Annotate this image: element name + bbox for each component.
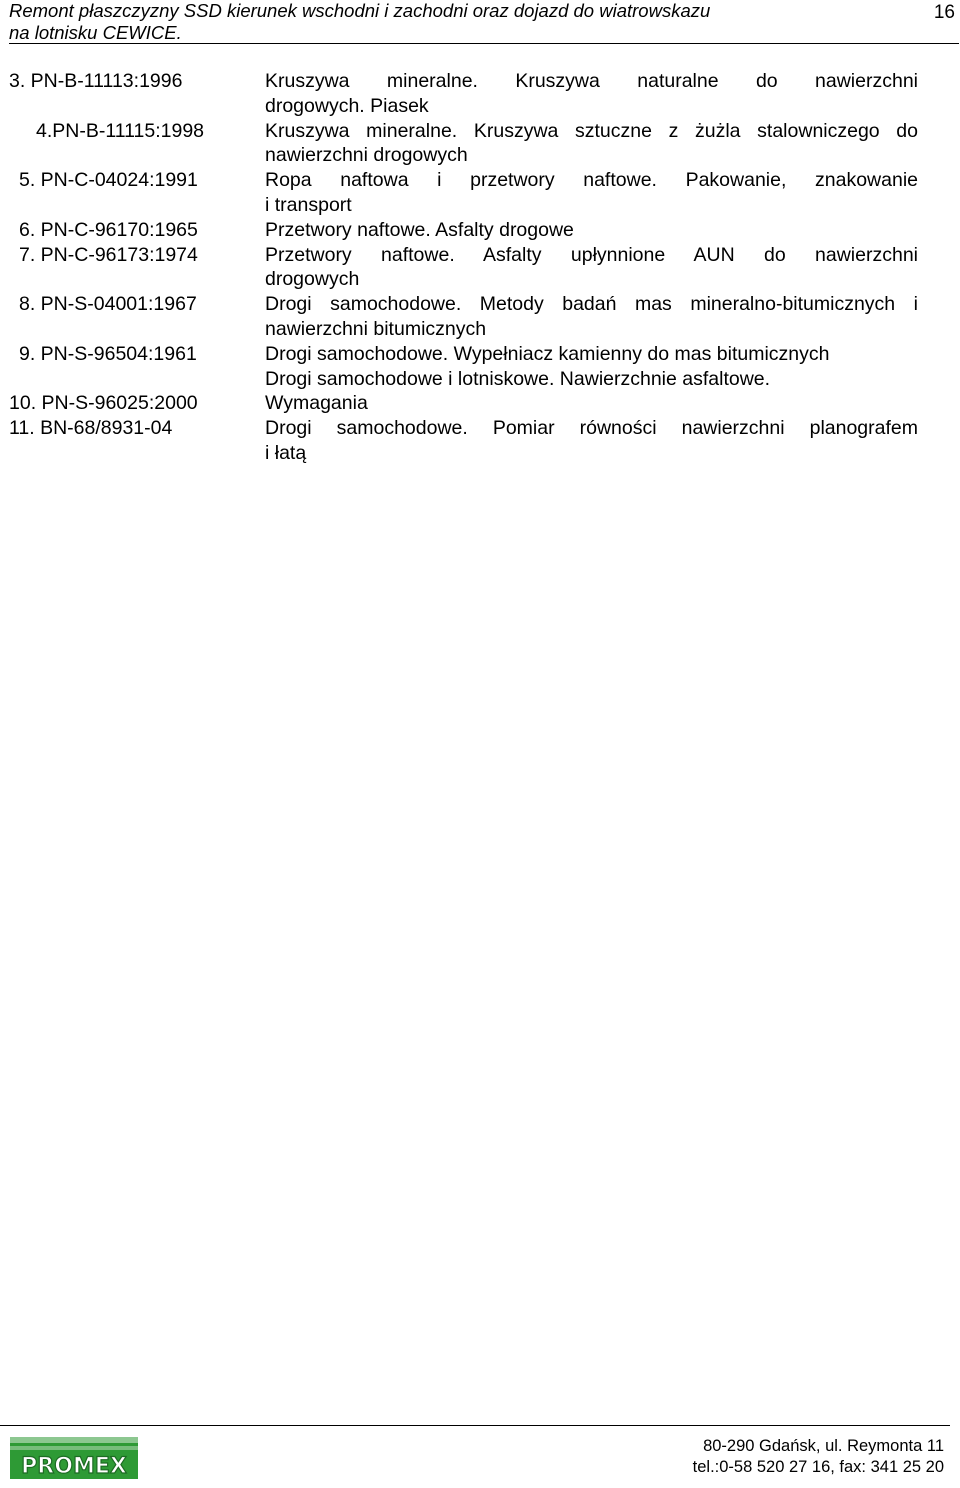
logo-text: PROMEX [21, 1454, 127, 1479]
standard-title-line: Drogi samochodowe. Pomiar równości nawierzchni planografem [265, 417, 918, 440]
standard-title-line: Drogi samochodowe i lotniskowe. Nawierzchnie asfaltowe. [265, 367, 771, 390]
logo-stripe [10, 1437, 138, 1443]
promex-logo [10, 1437, 138, 1479]
standard-title-line: Przetwory naftowe. Asfalty upłynnione AUN do nawierzchni [265, 243, 918, 266]
contact-line: tel.:0-58 520 27 16, fax: 341 25 20 [692, 1458, 944, 1476]
standard-title-line: nawierzchni drogowych [265, 144, 468, 167]
standard-code: 5. PN-C-04024:1991 [19, 169, 198, 192]
list-item [9, 119, 919, 169]
standard-title-line: Ropa naftowa i przetwory naftowe. Pakowanie, znakowanie [265, 169, 918, 192]
standard-title-line: nawierzchni bitumicznych [265, 317, 487, 340]
standards-list [9, 69, 919, 466]
standard-code: 10. PN-S-96025:2000 [9, 392, 198, 415]
standard-title [265, 391, 918, 416]
standard-title [265, 218, 918, 243]
standard-title [265, 416, 918, 466]
standard-code: 7. PN-C-96173:1974 [19, 243, 198, 266]
document-title-line: na lotnisku CEWICE. [9, 22, 182, 43]
standard-code: 11. BN-68/8931-04 [9, 417, 173, 440]
standard-title-line: drogowych. Piasek [265, 94, 429, 117]
list-item [9, 391, 919, 416]
list-item [9, 69, 919, 119]
company-address [693, 1436, 944, 1478]
list-item [9, 243, 919, 293]
standard-title-line: Kruszywa mineralne. Kruszywa sztuczne z żużla stalowniczego do [265, 119, 918, 142]
standard-title [265, 342, 918, 392]
standard-title-line: Kruszywa mineralne. Kruszywa naturalne do nawierzchni [265, 70, 918, 92]
standard-title [265, 243, 918, 293]
header-divider [9, 43, 959, 44]
standard-title-line: i transport [265, 193, 352, 216]
standard-title-line: drogowych [265, 268, 360, 291]
standard-title [265, 168, 918, 218]
standard-code: 4.PN-B-11115:1998 [36, 119, 205, 142]
standard-title-line: Przetwory naftowe. Asfalty drogowe [265, 218, 574, 241]
standard-code: 9. PN-S-96504:1961 [19, 342, 197, 365]
list-item [9, 168, 919, 218]
standard-code: 8. PN-S-04001:1967 [19, 293, 197, 316]
standard-title [265, 119, 918, 169]
standard-code: 3. PN-B-11113:1996 [9, 70, 183, 92]
list-item [9, 218, 919, 243]
document-title [9, 0, 869, 44]
page-header [9, 0, 959, 44]
standard-title-line: i łatą [265, 441, 307, 464]
document-title-line: Remont płaszczyzny SSD kierunek wschodni i zachodni oraz dojazd do wiatrowskazu [9, 0, 711, 21]
standard-title-line: Drogi samochodowe. Metody badań mas mineralno-bitumicznych i [265, 293, 918, 316]
standard-title-line: Wymagania [265, 392, 368, 415]
footer-divider [0, 1425, 950, 1426]
page-number: 16 [933, 2, 955, 23]
list-item [9, 342, 919, 392]
list-item [9, 292, 919, 342]
standard-code: 6. PN-C-96170:1965 [19, 218, 198, 241]
address-line: 80-290 Gdańsk, ul. Reymonta 11 [703, 1437, 944, 1455]
list-item [9, 416, 919, 466]
standard-title-line: Drogi samochodowe. Wypełniacz kamienny do mas bitumicznych [265, 342, 830, 365]
standard-title [265, 292, 918, 342]
logo-stripe [10, 1446, 138, 1450]
standard-title [265, 69, 918, 119]
